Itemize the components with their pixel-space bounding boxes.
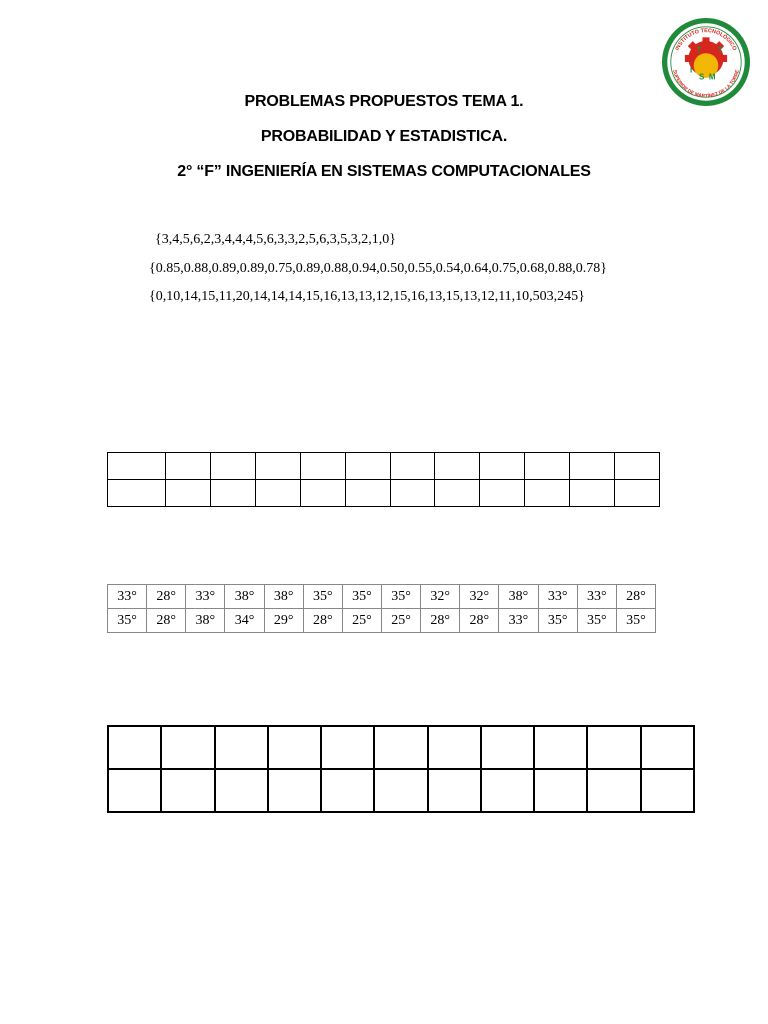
table-cell xyxy=(587,769,640,812)
table-cell: 28° xyxy=(421,609,460,633)
table-cell: 25° xyxy=(342,609,381,633)
dataset-3: {0,10,14,15,11,20,14,14,14,15,16,13,13,12,15,16,13,15,13,12,11,10,503,245} xyxy=(149,289,585,304)
table-cell xyxy=(321,769,374,812)
table-cell xyxy=(374,769,427,812)
table-cell: 32° xyxy=(460,585,499,609)
table-cell xyxy=(587,726,640,769)
table-cell xyxy=(210,453,255,480)
table-cell xyxy=(480,453,525,480)
table-cell: 35° xyxy=(577,609,616,633)
logo-letter-2: T xyxy=(696,46,702,56)
table-cell xyxy=(300,480,345,507)
table-cell: 33° xyxy=(538,585,577,609)
table-cell: 28° xyxy=(460,609,499,633)
table-cell xyxy=(480,480,525,507)
table-row xyxy=(108,480,660,507)
table-cell: 29° xyxy=(264,609,303,633)
logo-letter-5: T xyxy=(717,46,723,56)
table-row xyxy=(108,726,694,769)
table-cell: 33° xyxy=(577,585,616,609)
table-cell: 35° xyxy=(108,609,147,633)
table-cell xyxy=(390,453,435,480)
logo-letter-4: M xyxy=(708,72,716,82)
table-cell xyxy=(210,480,255,507)
table-cell: 25° xyxy=(381,609,420,633)
table-cell: 28° xyxy=(303,609,342,633)
table-cell xyxy=(215,769,268,812)
table-cell xyxy=(534,769,587,812)
table-cell xyxy=(345,480,390,507)
table-cell xyxy=(615,453,660,480)
table-cell: 35° xyxy=(381,585,420,609)
empty-table-2 xyxy=(107,725,695,813)
table-cell: 32° xyxy=(421,585,460,609)
table-cell: 35° xyxy=(616,609,655,633)
page-title-line-2: PROBABILIDAD Y ESTADISTICA. xyxy=(260,128,508,145)
logo-letter-1: I xyxy=(689,65,693,75)
table-cell: 35° xyxy=(342,585,381,609)
table-cell xyxy=(525,453,570,480)
table-cell xyxy=(481,726,534,769)
table-cell xyxy=(268,726,321,769)
table-cell: 38° xyxy=(186,609,225,633)
table-cell xyxy=(215,726,268,769)
table-cell xyxy=(435,480,480,507)
logo-letter-3: S xyxy=(698,72,705,82)
table-cell xyxy=(534,726,587,769)
logo-text-top: INSTITUTO TECNOLÓGICO xyxy=(674,28,738,52)
table-cell: 38° xyxy=(499,585,538,609)
empty-table-1 xyxy=(107,452,660,507)
table-cell: 33° xyxy=(108,585,147,609)
table-cell xyxy=(428,769,481,812)
table-cell xyxy=(255,480,300,507)
table-cell: 38° xyxy=(264,585,303,609)
table-cell xyxy=(108,769,161,812)
table-cell xyxy=(300,453,345,480)
table-cell: 33° xyxy=(186,585,225,609)
table-cell xyxy=(525,480,570,507)
table-cell xyxy=(108,453,166,480)
table-cell: 35° xyxy=(303,585,342,609)
table-cell: 33° xyxy=(499,609,538,633)
page-title-line-3: 2° “F” INGENIERÍA EN SISTEMAS COMPUTACIONALES xyxy=(177,163,591,180)
table-cell: 28° xyxy=(616,585,655,609)
table-cell xyxy=(161,726,214,769)
table-cell xyxy=(255,453,300,480)
table-cell xyxy=(108,480,166,507)
table-cell xyxy=(641,726,694,769)
table-row xyxy=(108,585,656,609)
table-cell: 35° xyxy=(538,609,577,633)
table-cell xyxy=(345,453,390,480)
table-cell xyxy=(166,480,211,507)
table-cell xyxy=(108,726,161,769)
table-cell: 28° xyxy=(147,609,186,633)
dataset-2: {0.85,0.88,0.89,0.89,0.75,0.89,0.88,0.94,0.50,0.55,0.54,0.64,0.75,0.68,0.88,0.78} xyxy=(149,261,607,276)
table-cell xyxy=(428,726,481,769)
table-cell xyxy=(374,726,427,769)
table-cell: 34° xyxy=(225,609,264,633)
dataset-1: {3,4,5,6,2,3,4,4,4,5,6,3,3,2,5,6,3,5,3,2,1,0} xyxy=(155,232,396,247)
logo-text-bottom: SUPERIOR DE MARTÍNEZ DE LA TORRE xyxy=(671,69,741,100)
temperature-table xyxy=(107,584,656,633)
table-row xyxy=(108,609,656,633)
table-cell xyxy=(390,480,435,507)
table-cell: 28° xyxy=(147,585,186,609)
table-row xyxy=(108,453,660,480)
table-cell xyxy=(570,453,615,480)
table-cell xyxy=(166,453,211,480)
page-title-line-1: PROBLEMAS PROPUESTOS TEMA 1. xyxy=(244,93,524,110)
table-row xyxy=(108,769,694,812)
table-cell xyxy=(570,480,615,507)
table-cell xyxy=(641,769,694,812)
table-cell xyxy=(481,769,534,812)
table-cell xyxy=(435,453,480,480)
table-cell: 38° xyxy=(225,585,264,609)
table-cell xyxy=(161,769,214,812)
table-cell xyxy=(321,726,374,769)
table-cell xyxy=(615,480,660,507)
table-cell xyxy=(268,769,321,812)
